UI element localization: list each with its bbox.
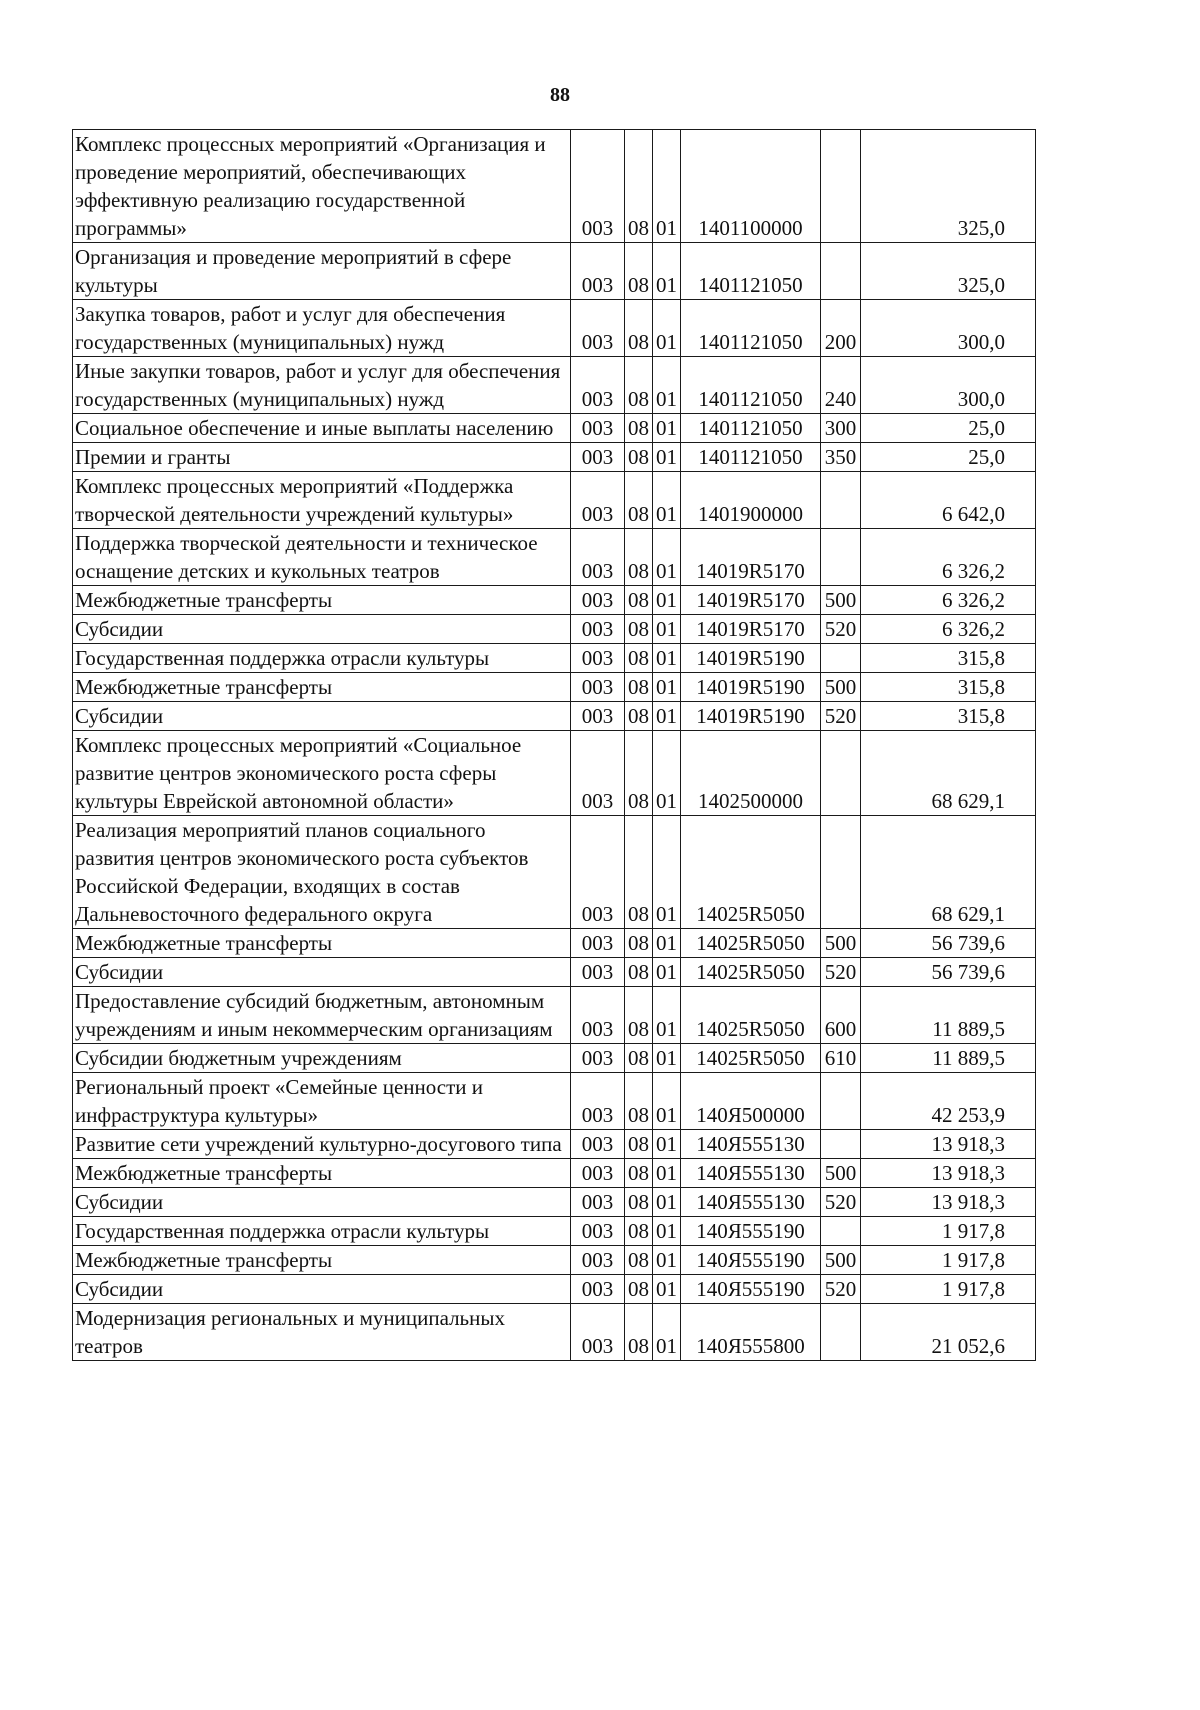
section-code: 08: [625, 1044, 653, 1073]
section-code: 08: [625, 615, 653, 644]
table-row: [73, 586, 1036, 615]
table-row: [73, 443, 1036, 472]
expense-type: [821, 243, 861, 300]
target-article: 140Я555130: [681, 1159, 821, 1188]
section-code: 08: [625, 731, 653, 816]
table-row: [73, 958, 1036, 987]
section-code: 08: [625, 414, 653, 443]
row-name: Межбюджетные трансферты: [73, 673, 571, 702]
subsection-code: 01: [653, 472, 681, 529]
subsection-code: 01: [653, 1304, 681, 1361]
page-number: 88: [550, 84, 570, 106]
table-row: [73, 472, 1036, 529]
expense-type: [821, 529, 861, 586]
target-article: 14025R5050: [681, 987, 821, 1044]
section-code: 08: [625, 1304, 653, 1361]
row-name: Региональный проект «Семейные ценности и инфраструктура культуры»: [73, 1073, 571, 1130]
subsection-code: 01: [653, 586, 681, 615]
expense-type: [821, 644, 861, 673]
row-name: Закупка товаров, работ и услуг для обеспечения государственных (муниципальных) нужд: [73, 300, 571, 357]
ministry-code: 003: [571, 529, 625, 586]
expense-type: [821, 130, 861, 243]
amount: 1 917,8: [861, 1275, 1036, 1304]
expense-type: [821, 1073, 861, 1130]
expense-type: 240: [821, 357, 861, 414]
amount: 68 629,1: [861, 816, 1036, 929]
subsection-code: 01: [653, 1188, 681, 1217]
amount: 315,8: [861, 673, 1036, 702]
target-article: 140Я555130: [681, 1130, 821, 1159]
expense-type: [821, 816, 861, 929]
section-code: 08: [625, 529, 653, 586]
ministry-code: 003: [571, 443, 625, 472]
table-row: [73, 1246, 1036, 1275]
subsection-code: 01: [653, 243, 681, 300]
row-name: Предоставление субсидий бюджетным, автономным учреждениям и иным некоммерческим организациям: [73, 987, 571, 1044]
subsection-code: 01: [653, 1246, 681, 1275]
amount: 13 918,3: [861, 1159, 1036, 1188]
row-name: Субсидии бюджетным учреждениям: [73, 1044, 571, 1073]
expense-type: 500: [821, 586, 861, 615]
expense-type: [821, 1130, 861, 1159]
subsection-code: 01: [653, 702, 681, 731]
subsection-code: 01: [653, 443, 681, 472]
table-row: [73, 300, 1036, 357]
table-row: [73, 529, 1036, 586]
target-article: 14019R5190: [681, 702, 821, 731]
subsection-code: 01: [653, 816, 681, 929]
expense-type: 610: [821, 1044, 861, 1073]
table-row: [73, 1275, 1036, 1304]
ministry-code: 003: [571, 1246, 625, 1275]
expense-type: [821, 472, 861, 529]
row-name: Межбюджетные трансферты: [73, 1246, 571, 1275]
target-article: 14019R5190: [681, 644, 821, 673]
ministry-code: 003: [571, 615, 625, 644]
section-code: 08: [625, 987, 653, 1044]
section-code: 08: [625, 1073, 653, 1130]
target-article: 1401900000: [681, 472, 821, 529]
expense-type: 520: [821, 1275, 861, 1304]
target-article: 1401121050: [681, 414, 821, 443]
table-row: [73, 1217, 1036, 1246]
table-row: [73, 615, 1036, 644]
row-name: Субсидии: [73, 1275, 571, 1304]
row-name: Организация и проведение мероприятий в сфере культуры: [73, 243, 571, 300]
amount: 325,0: [861, 243, 1036, 300]
ministry-code: 003: [571, 673, 625, 702]
row-name: Межбюджетные трансферты: [73, 1159, 571, 1188]
amount: 11 889,5: [861, 1044, 1036, 1073]
target-article: 14025R5050: [681, 958, 821, 987]
amount: 56 739,6: [861, 929, 1036, 958]
ministry-code: 003: [571, 1130, 625, 1159]
subsection-code: 01: [653, 929, 681, 958]
ministry-code: 003: [571, 300, 625, 357]
section-code: 08: [625, 673, 653, 702]
row-name: Реализация мероприятий планов социального развития центров экономического роста субъектов Российской Федерации, входящих в состав Дальневосточного федерального округа: [73, 816, 571, 929]
expense-type: 300: [821, 414, 861, 443]
table-row: [73, 1044, 1036, 1073]
expense-type: 200: [821, 300, 861, 357]
amount: 6 326,2: [861, 586, 1036, 615]
expense-type: [821, 1217, 861, 1246]
target-article: 1401121050: [681, 357, 821, 414]
subsection-code: 01: [653, 987, 681, 1044]
row-name: Модернизация региональных и муниципальных театров: [73, 1304, 571, 1361]
section-code: 08: [625, 586, 653, 615]
row-name: Субсидии: [73, 958, 571, 987]
amount: 25,0: [861, 414, 1036, 443]
amount: 6 642,0: [861, 472, 1036, 529]
subsection-code: 01: [653, 731, 681, 816]
expense-type: 350: [821, 443, 861, 472]
expense-type: 600: [821, 987, 861, 1044]
row-name: Комплекс процессных мероприятий «Социальное развитие центров экономического роста сферы культуры Еврейской автономной области»: [73, 731, 571, 816]
amount: 56 739,6: [861, 958, 1036, 987]
ministry-code: 003: [571, 1217, 625, 1246]
amount: 325,0: [861, 130, 1036, 243]
subsection-code: 01: [653, 1275, 681, 1304]
expense-type: [821, 731, 861, 816]
ministry-code: 003: [571, 702, 625, 731]
row-name: Комплекс процессных мероприятий «Организация и проведение мероприятий, обеспечивающих эффективную реализацию государственной программы»: [73, 130, 571, 243]
amount: 25,0: [861, 443, 1036, 472]
expense-type: 520: [821, 615, 861, 644]
table-row: [73, 816, 1036, 929]
ministry-code: 003: [571, 130, 625, 243]
ministry-code: 003: [571, 586, 625, 615]
target-article: 14025R5050: [681, 929, 821, 958]
target-article: 1401121050: [681, 243, 821, 300]
expense-type: 520: [821, 702, 861, 731]
amount: 1 917,8: [861, 1246, 1036, 1275]
target-article: 140Я555800: [681, 1304, 821, 1361]
table-row: [73, 987, 1036, 1044]
subsection-code: 01: [653, 1130, 681, 1159]
row-name: Комплекс процессных мероприятий «Поддержка творческой деятельности учреждений культуры»: [73, 472, 571, 529]
ministry-code: 003: [571, 357, 625, 414]
ministry-code: 003: [571, 1304, 625, 1361]
section-code: 08: [625, 702, 653, 731]
target-article: 140Я500000: [681, 1073, 821, 1130]
table-row: [73, 702, 1036, 731]
expense-type: 520: [821, 958, 861, 987]
target-article: 14019R5170: [681, 615, 821, 644]
row-name: Межбюджетные трансферты: [73, 929, 571, 958]
ministry-code: 003: [571, 414, 625, 443]
row-name: Государственная поддержка отрасли культуры: [73, 1217, 571, 1246]
ministry-code: 003: [571, 731, 625, 816]
amount: 315,8: [861, 702, 1036, 731]
target-article: 1401121050: [681, 443, 821, 472]
subsection-code: 01: [653, 615, 681, 644]
table-row: [73, 357, 1036, 414]
subsection-code: 01: [653, 300, 681, 357]
table-row: [73, 1073, 1036, 1130]
ministry-code: 003: [571, 958, 625, 987]
table-row: [73, 1304, 1036, 1361]
row-name: Иные закупки товаров, работ и услуг для обеспечения государственных (муниципальных) нужд: [73, 357, 571, 414]
section-code: 08: [625, 357, 653, 414]
row-name: Межбюджетные трансферты: [73, 586, 571, 615]
table-row: [73, 130, 1036, 243]
ministry-code: 003: [571, 1275, 625, 1304]
table-row: [73, 243, 1036, 300]
target-article: 14025R5050: [681, 816, 821, 929]
target-article: 1401121050: [681, 300, 821, 357]
target-article: 14025R5050: [681, 1044, 821, 1073]
target-article: 14019R5170: [681, 586, 821, 615]
target-article: 14019R5190: [681, 673, 821, 702]
row-name: Государственная поддержка отрасли культуры: [73, 644, 571, 673]
ministry-code: 003: [571, 644, 625, 673]
subsection-code: 01: [653, 673, 681, 702]
subsection-code: 01: [653, 414, 681, 443]
ministry-code: 003: [571, 987, 625, 1044]
amount: 11 889,5: [861, 987, 1036, 1044]
table-row: [73, 673, 1036, 702]
row-name: Субсидии: [73, 1188, 571, 1217]
target-article: 140Я555130: [681, 1188, 821, 1217]
row-name: Развитие сети учреждений культурно-досугового типа: [73, 1130, 571, 1159]
ministry-code: 003: [571, 816, 625, 929]
amount: 300,0: [861, 357, 1036, 414]
table-row: [73, 414, 1036, 443]
section-code: 08: [625, 929, 653, 958]
row-name: Премии и гранты: [73, 443, 571, 472]
row-name: Поддержка творческой деятельности и техническое оснащение детских и кукольных театров: [73, 529, 571, 586]
section-code: 08: [625, 472, 653, 529]
row-name: Субсидии: [73, 615, 571, 644]
ministry-code: 003: [571, 243, 625, 300]
section-code: 08: [625, 1130, 653, 1159]
expense-type: 500: [821, 1159, 861, 1188]
ministry-code: 003: [571, 1044, 625, 1073]
ministry-code: 003: [571, 929, 625, 958]
section-code: 08: [625, 1275, 653, 1304]
amount: 21 052,6: [861, 1304, 1036, 1361]
table-row: [73, 1130, 1036, 1159]
ministry-code: 003: [571, 1159, 625, 1188]
row-name: Субсидии: [73, 702, 571, 731]
subsection-code: 01: [653, 958, 681, 987]
target-article: 14019R5170: [681, 529, 821, 586]
amount: 6 326,2: [861, 529, 1036, 586]
table-row: [73, 929, 1036, 958]
section-code: 08: [625, 958, 653, 987]
section-code: 08: [625, 644, 653, 673]
section-code: 08: [625, 1188, 653, 1217]
subsection-code: 01: [653, 1073, 681, 1130]
subsection-code: 01: [653, 644, 681, 673]
target-article: 140Я555190: [681, 1275, 821, 1304]
target-article: 1402500000: [681, 731, 821, 816]
table-row: [73, 1159, 1036, 1188]
amount: 68 629,1: [861, 731, 1036, 816]
amount: 42 253,9: [861, 1073, 1036, 1130]
table-body: [73, 130, 1036, 1361]
subsection-code: 01: [653, 529, 681, 586]
expense-type: 500: [821, 929, 861, 958]
section-code: 08: [625, 1159, 653, 1188]
amount: 13 918,3: [861, 1188, 1036, 1217]
section-code: 08: [625, 300, 653, 357]
table-row: [73, 731, 1036, 816]
expense-type: 500: [821, 1246, 861, 1275]
amount: 13 918,3: [861, 1130, 1036, 1159]
expense-type: 500: [821, 673, 861, 702]
subsection-code: 01: [653, 130, 681, 243]
section-code: 08: [625, 243, 653, 300]
section-code: 08: [625, 1246, 653, 1275]
amount: 6 326,2: [861, 615, 1036, 644]
section-code: 08: [625, 1217, 653, 1246]
subsection-code: 01: [653, 1044, 681, 1073]
subsection-code: 01: [653, 1217, 681, 1246]
target-article: 140Я555190: [681, 1246, 821, 1275]
ministry-code: 003: [571, 1073, 625, 1130]
amount: 300,0: [861, 300, 1036, 357]
target-article: 1401100000: [681, 130, 821, 243]
target-article: 140Я555190: [681, 1217, 821, 1246]
section-code: 08: [625, 443, 653, 472]
ministry-code: 003: [571, 1188, 625, 1217]
section-code: 08: [625, 816, 653, 929]
budget-table: [72, 129, 1036, 1361]
amount: 1 917,8: [861, 1217, 1036, 1246]
section-code: 08: [625, 130, 653, 243]
table-row: [73, 1188, 1036, 1217]
subsection-code: 01: [653, 1159, 681, 1188]
row-name: Социальное обеспечение и иные выплаты населению: [73, 414, 571, 443]
expense-type: 520: [821, 1188, 861, 1217]
ministry-code: 003: [571, 472, 625, 529]
expense-type: [821, 1304, 861, 1361]
amount: 315,8: [861, 644, 1036, 673]
table-row: [73, 644, 1036, 673]
subsection-code: 01: [653, 357, 681, 414]
